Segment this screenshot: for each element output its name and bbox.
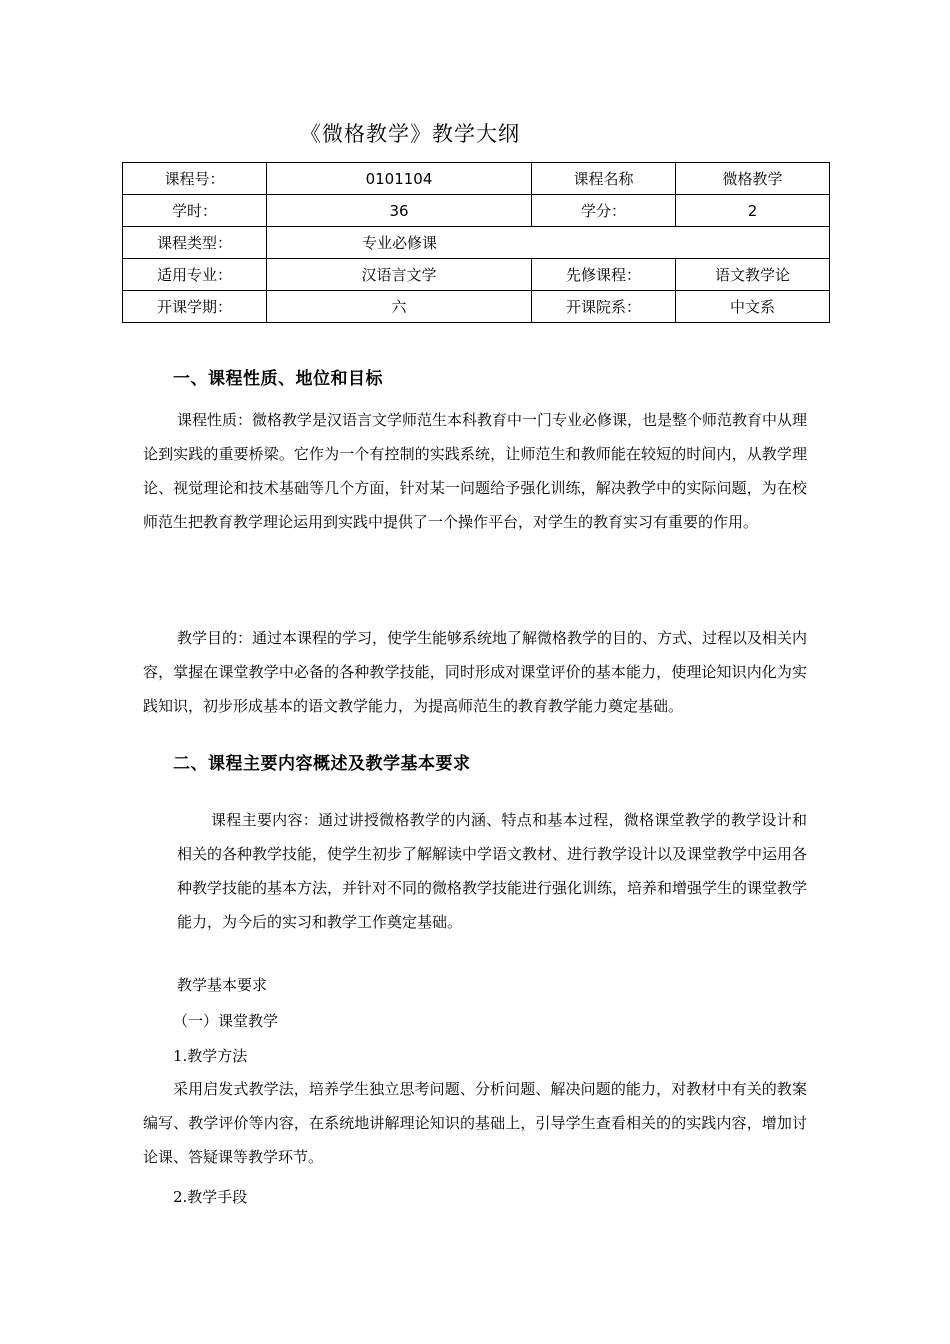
course-nature-paragraph: 课程性质：微格教学是汉语言文学师范生本科教育中一门专业必修课，也是整个师范教育中从理论到实践的重要桥梁。它作为一个有控制的实践系统，让师范生和教师能在较短的时间内，从教学理论、视觉理论和技术基础等几个方面，针对某一问题给予强化训练，解决教学中的实际问题，为在校师范生把教育教学理论运用到实践中提供了一个操作平台，对学生的教育实习有重要的作用。	[143, 411, 808, 531]
major-label: 适用专业：	[123, 259, 267, 291]
hours-label: 学时：	[123, 195, 267, 227]
table-row	[123, 195, 830, 227]
credits-label: 学分：	[532, 195, 676, 227]
section-1-heading: 一、课程性质、地位和目标	[173, 369, 383, 389]
teaching-means-title: 2.教学手段	[173, 1188, 248, 1206]
course-goal-paragraph: 教学目的：通过本课程的学习，使学生能够系统地了解微格教学的目的、方式、过程以及相关内容，掌握在课堂教学中必备的各种教学技能，同时形成对课堂评价的基本能力，使理论知识内化为实践知识，初步形成基本的语文教学能力，为提高师范生的教育教学能力奠定基础。	[143, 629, 808, 715]
classroom-teaching-subheading: （一）课堂教学	[173, 1012, 279, 1030]
semester-value: 六	[267, 291, 532, 323]
dept-label: 开课院系：	[532, 291, 676, 323]
semester-label: 开课学期：	[123, 291, 267, 323]
course-type-label: 课程类型：	[123, 227, 267, 259]
course-name-value: 微格教学	[676, 163, 830, 195]
requirements-title: 教学基本要求	[177, 976, 268, 994]
table-row	[123, 259, 830, 291]
dept-value: 中文系	[676, 291, 830, 323]
course-content-paragraph: 课程主要内容：通过讲授微格教学的内涵、特点和基本过程，微格课堂教学的教学设计和相关的各种教学技能，使学生初步了解解读中学语文教材、进行教学设计以及课堂教学中运用各种教学技能的基本方法，并针对不同的微格教学技能进行强化训练，培养和增强学生的课堂教学能力，为今后的实习和教学工作奠定基础。	[177, 811, 808, 931]
document-title: 《微格教学》教学大纲	[300, 122, 520, 146]
teaching-methods-paragraph: 采用启发式教学法，培养学生独立思考问题、分析问题、解决问题的能力，对教材中有关的教案编写、教学评价等内容，在系统地讲解理论知识的基础上，引导学生查看相关的的实践内容，增加讨论课、答疑课等教学环节。	[143, 1080, 807, 1166]
major-value: 汉语言文学	[267, 259, 532, 291]
course-no-value: 0101104	[267, 163, 532, 195]
section-2-heading: 二、课程主要内容概述及教学基本要求	[173, 754, 471, 774]
prereq-label: 先修课程：	[532, 259, 676, 291]
table-row	[123, 163, 830, 195]
course-info-table	[122, 162, 830, 323]
table-row	[123, 291, 830, 323]
table-row	[123, 227, 830, 259]
course-name-label: 课程名称	[532, 163, 676, 195]
credits-value: 2	[676, 195, 830, 227]
course-no-label: 课程号：	[123, 163, 267, 195]
prereq-value: 语文教学论	[676, 259, 830, 291]
course-type-value: 专业必修课	[267, 227, 830, 259]
hours-value: 36	[267, 195, 532, 227]
teaching-methods-title: 1.教学方法	[173, 1047, 248, 1065]
